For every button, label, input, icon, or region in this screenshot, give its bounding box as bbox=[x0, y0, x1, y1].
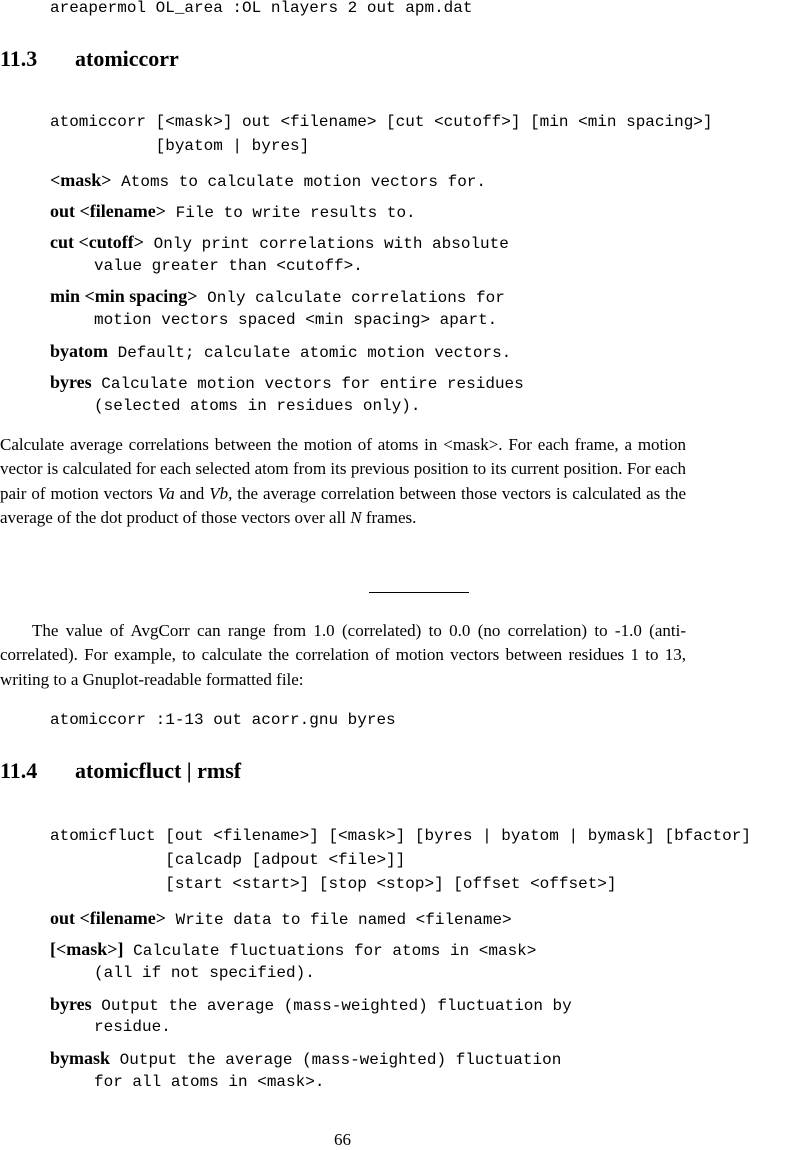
option-min bbox=[50, 284, 505, 310]
separator-rule bbox=[369, 592, 469, 593]
text-run: Calculate average correlations between the motion of atoms in <mask>. For each frame, a motion vector is calculated for each selected atom from its previous position to its current position. For each pair of motion vectors bbox=[0, 435, 686, 503]
option-byres-cont: (selected atoms in residues only). bbox=[94, 397, 421, 415]
option-cut-cont: value greater than <cutoff>. bbox=[94, 257, 363, 275]
syntax-line-1: atomicfluct [out <filename>] [<mask>] [byres | byatom | bymask] [bfactor] bbox=[50, 827, 751, 845]
page-number: 66 bbox=[334, 1130, 351, 1149]
text-run: , the average correlation between those vectors is calculated as the average of the dot product of those vectors over all bbox=[0, 483, 687, 527]
option-desc: Calculate motion vectors for entire residues bbox=[91, 375, 524, 393]
option-desc: Only print correlations with absolute bbox=[144, 235, 509, 253]
text-run: and bbox=[174, 483, 210, 503]
section-number: 11.3 bbox=[0, 46, 38, 71]
option-key: out <filename> bbox=[50, 201, 166, 221]
option-desc: Atoms to calculate motion vectors for. bbox=[111, 173, 486, 191]
option-key: bymask bbox=[50, 1048, 111, 1068]
option-key: [<mask>] bbox=[50, 939, 124, 959]
text-run: frames. bbox=[361, 507, 417, 527]
option-byres bbox=[50, 370, 524, 396]
option-key: byres bbox=[50, 994, 92, 1014]
section-heading-atomiccorr bbox=[0, 46, 179, 72]
option-key: cut <cutoff> bbox=[50, 232, 144, 252]
option-desc: Default; calculate atomic motion vectors. bbox=[108, 344, 512, 362]
option-desc: Output the average (mass-weighted) fluctuation by bbox=[91, 997, 572, 1015]
syntax-line-1: atomiccorr [<mask>] out <filename> [cut <cutoff>] [min <min spacing>] bbox=[50, 113, 713, 131]
syntax-line-2: [calcadp [adpout <file>]] bbox=[50, 851, 406, 869]
option-out bbox=[50, 199, 416, 225]
code-line-areapermol: areapermol OL_area :OL nlayers 2 out apm.dat bbox=[50, 0, 473, 17]
paragraph-description bbox=[0, 433, 686, 530]
section-title: atomicfluct | rmsf bbox=[75, 758, 242, 783]
option-desc: Only calculate correlations for bbox=[197, 289, 505, 307]
option-desc: Calculate fluctuations for atoms in <mask> bbox=[123, 942, 537, 960]
example-code: atomiccorr :1-13 out acorr.gnu byres bbox=[50, 711, 396, 729]
section-title: atomiccorr bbox=[75, 46, 179, 71]
option-key: byres bbox=[50, 372, 92, 392]
option-key: byatom bbox=[50, 341, 108, 361]
option-byatom bbox=[50, 339, 511, 365]
math-va: Va bbox=[157, 483, 175, 503]
option-byres-cont: residue. bbox=[94, 1018, 171, 1036]
option-mask-cont: (all if not specified). bbox=[94, 964, 315, 982]
option-mask bbox=[50, 168, 486, 194]
option-cut bbox=[50, 230, 509, 256]
option-bymask bbox=[50, 1046, 561, 1072]
math-vb: Vb bbox=[209, 483, 229, 503]
section-number: 11.4 bbox=[0, 758, 38, 783]
option-desc: Output the average (mass-weighted) fluctuation bbox=[110, 1051, 562, 1069]
option-bymask-cont: for all atoms in <mask>. bbox=[94, 1073, 325, 1091]
option-mask bbox=[50, 937, 536, 963]
option-out bbox=[50, 906, 512, 932]
math-n: N bbox=[350, 507, 362, 527]
option-desc: Write data to file named <filename> bbox=[166, 911, 512, 929]
paragraph-avgcorr: The value of AvgCorr can range from 1.0 (correlated) to 0.0 (no correlation) to -1.0 (anti-correlated). For example, to calculate the correlation of motion vectors between residues 1 to 13, writing to a Gnuplot-readable formatted file: bbox=[0, 621, 686, 689]
syntax-line-3: [start <start>] [stop <stop>] [offset <offset>] bbox=[50, 875, 617, 893]
option-desc: File to write results to. bbox=[166, 204, 416, 222]
syntax-line-2: [byatom | byres] bbox=[50, 137, 310, 155]
option-key: <mask> bbox=[50, 170, 112, 190]
option-key: out <filename> bbox=[50, 908, 166, 928]
section-heading-atomicfluct bbox=[0, 758, 241, 784]
option-min-cont: motion vectors spaced <min spacing> apart. bbox=[94, 311, 498, 329]
option-key: min <min spacing> bbox=[50, 286, 198, 306]
